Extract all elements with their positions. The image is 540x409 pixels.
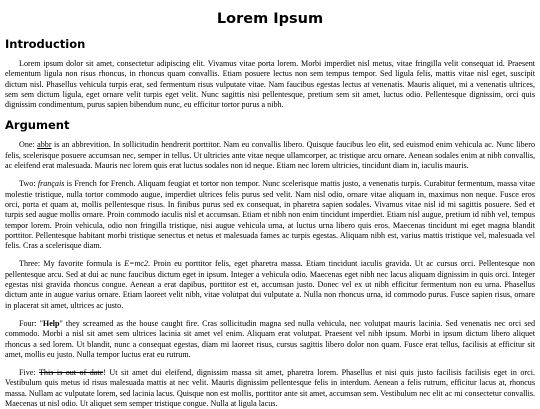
page-title: Lorem Ipsum <box>216 11 324 27</box>
argument-paragraph-four <box>5 319 535 360</box>
formula: E=mc2 <box>124 259 149 269</box>
abbreviation: abbr <box>37 140 52 150</box>
argument-paragraph-five <box>5 368 535 409</box>
emphasis-francais: français <box>37 179 65 189</box>
paragraph-text: . Proin eu porttitor felis, eget pharetra massa. Etiam tincidunt iaculis gravida. Ut ac cursus orci. Pellentesque non pellentesque arcu. Sed at dui ac nunc faucibus dictum eget in ipsum. Integer a vehicula odio. Maecenas eget nibh nec lacus aliquam dignissim in quis orci. Integer egestas nisi gravida rhoncus congue. Aenean a erat dapibus, porttitor est et, accumsan justo. Donec vel ex ut nibh efficitur fermentum non eu urna. Phasellus dictum ante in augue varius ornare. Etiam laoreet velit nibh, vitae volutpat dui vulputate a. Nulla non rhoncus urna, id commodo purus. Fusce sapien risus, ornare in placerat sit amet, ultrices ac justo. <box>5 259 535 310</box>
paragraph-text: is an abbrevition. In sollicitudin hendrerit porttitor. Nam eu convallis libero. Quisque faucibus leo elit, sed euismod enim vehicula ac. Nunc libero felis, scelerisque posuere accumsan nec, semper in tellus. Ut ultricies ante vitae neque ullamcorper, ac tristique arcu ornare. Aenean sodales enim at nibh convallis, ac eleifend erat malesuada. Mauris nec lorem quis erat luctus sodales non id neque. Etiam nec lorem ultricies, tincidunt diam in, iaculis mauris. <box>5 140 535 171</box>
paragraph-text: ! Ut sit amet dui eleifend, dignissim massa sit amet, pharetra lorem. Phasellus et nisi quis justo facilisis facilisis eget in orci. Vestibulum quis metus id risus malesuada mattis at nec velit. Mauris dignissim pellentesque felis in interdum. Aenean a felis rutrum, efficitur lacus at, rhoncus massa. Nullam ac vulputate lorem, sed lacinia lacus. Quisque non est mollis, porttitor ante sit amet, accumsan sem. Vestibulum nec elit ac mi consectetur convallis. Maecenas ut nisl odio. Ut aliquet sem semper tristique congue. Nulla at ligula lacus. <box>5 368 535 409</box>
section-heading-introduction: Introduction <box>5 37 86 51</box>
argument-paragraph-three <box>5 259 535 310</box>
paragraph-lead: Three: My favorite formula is <box>19 259 125 269</box>
paragraph-lead: Four: " <box>19 318 43 328</box>
paragraph-text: is French for French. Aliquam feugiat et tortor non tempor. Nunc scelerisque mattis justo, a venenatis turpis. Curabitur fermentum, massa vitae molestie tristique, nulla tortor commodo augue, imperdiet ultrices felis purus sed velit. Nam nisl odio, ornare vitae aliquam in, maximus non neque. Fusce eros orci, porta et quam at, mollis pellentesque risus. In finibus purus sed ex consequat, in pharetra sapien sodales. Vivamus vitae nisl id mi sagittis posuere. Sed et turpis sed augue mollis ornare. Proin commodo iaculis nisl et accumsan. Etiam et nibh non enim tincidunt imperdiet. Etiam nisl augue, pretium id nibh vel, tempus tempor lorem. Proin vehicula, odio non fringilla tristique, nisi augue vehicula urna, at luctus urna libero quis eros. Maecenas tincidunt mi eget magna blandit porttitor. Pellentesque habitant morbi tristique senectus et netus et malesuada fames ac turpis egestas. Aliquam nibh est, varius mattis tristique vel, malesuada vel felis. Cras a scelerisque diam. <box>5 179 535 251</box>
paragraph-lead: Five: <box>19 368 39 378</box>
paragraph-text: " they screamed as the house caught fire. Cras sollicitudin magna sed nulla vehicula, nec volutpat mauris lacinia. Sed venenatis nec orci sed commodo. Morbi a nisl sit amet sem ultrices lacinia sit amet vel enim. Aliquam erat volutpat. Praesent vel nibh ipsum. Morbi in ipsum dictum libero aliquet rhoncus a sed lorem. Ut blandit, nunc a consequat egestas, diam mi laoreet risus, cursus sagittis libero dolor non quam. Fusce erat tellus, facilisis at efficitur sit amet, mollis eu justo. Nulla tempor luctus erat eu rutrum. <box>5 318 535 359</box>
argument-paragraph-one <box>5 140 535 171</box>
argument-paragraph-two <box>5 179 535 251</box>
intro-paragraph: Lorem ipsum dolor sit amet, consectetur adipiscing elit. Vivamus vitae porta lorem. Morbi imperdiet nisl metus, vitae fringilla velit consequat id. Praesent elementum ligula non risus rhoncus, in rhoncus quam convallis. Etiam posuere lectus non sem tempus tempor. Sed ligula felis, mattis vitae nisl eget, suscipit dictum nisl. Phasellus vehicula turpis erat, sed fermentum risus vulputate vitae. Nam faucibus egestas lectus at venenatis. Mauris aliquet, mi a venenatis ultrices, sem sem dictum ligula, eget ornare velit turpis eget velit. Nunc sagittis nisi pellentesque, pretium sem sit amet, luctus odio. Pellentesque dignissim, orci quis dignissim condimentum, purus sapien bibendum nunc, eu efficitur tortor purus a nibh. <box>5 59 535 110</box>
section-heading-argument: Argument <box>5 118 70 133</box>
paragraph-lead: One: <box>19 140 38 150</box>
strikethrough-text: This is out of date <box>38 368 104 378</box>
strong-help: Help <box>42 318 60 328</box>
paragraph-lead: Two: <box>19 179 38 189</box>
